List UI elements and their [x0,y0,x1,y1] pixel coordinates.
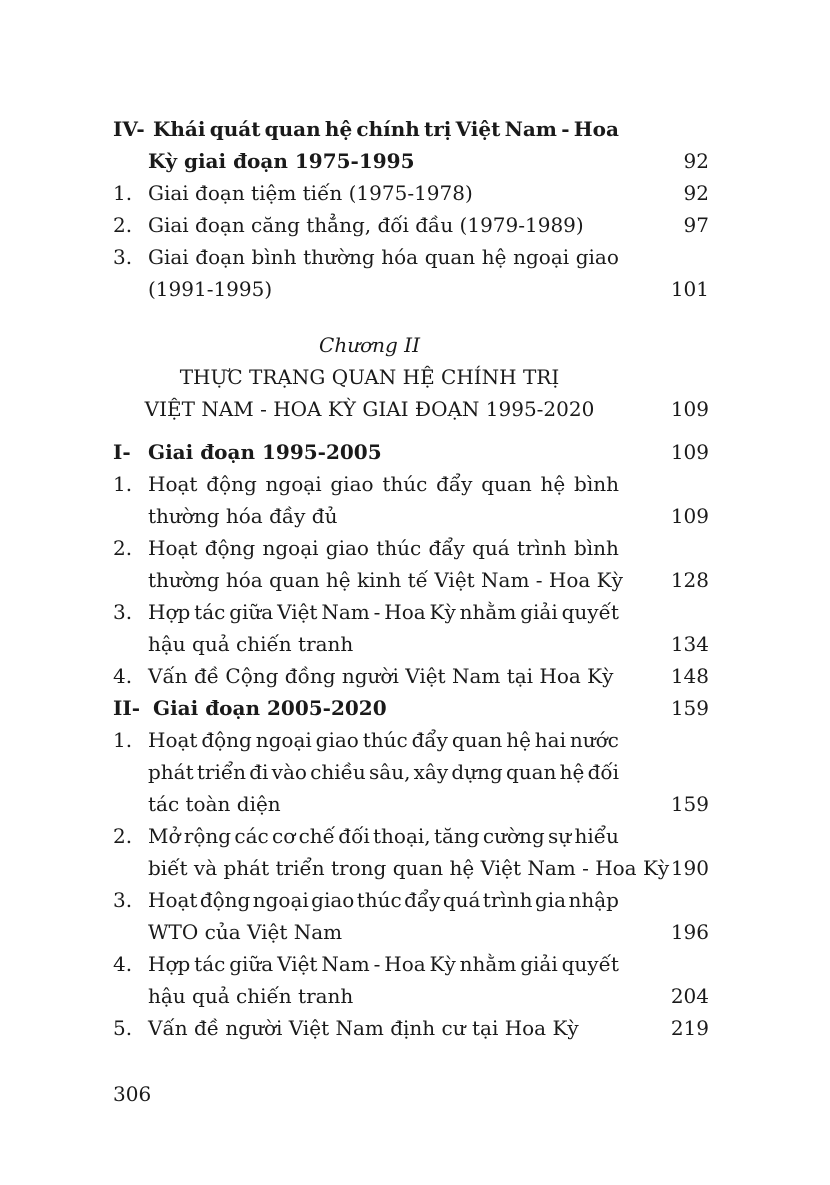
word: Hợp [148,952,191,976]
word: ngoại [262,536,319,560]
word: nước [569,728,619,752]
justified-text [148,532,619,564]
toc-entry-iv-3-line-1 [0,241,830,273]
word: đẩy [404,888,441,912]
word: đẩy [436,472,473,496]
word: nhằm [459,952,517,976]
toc-entry-i-3-line-2 [0,628,830,660]
word: quan [264,117,321,141]
toc-entry-i-4 [0,660,830,692]
word: - [373,952,381,976]
word: thúc [382,472,428,496]
word: Mở [148,824,181,848]
page-number: 190 [670,856,709,880]
word: động [201,728,252,752]
page-number: 134 [670,632,709,656]
toc-entry-i-2-line-2 [0,564,830,596]
word: Hoa [384,952,426,976]
chapter-title-line-1 [0,361,830,393]
entry-text: hậu quả chiến tranh [148,632,354,656]
word: hệ [559,760,585,784]
toc-section-ii [0,692,830,724]
entry-text: thường hóa quan hệ kinh tế Việt Nam - Hoa Kỳ [148,568,623,592]
word: Hoa [573,117,619,141]
entry-text: thường hóa đầy đủ [148,504,338,528]
word: động [204,536,256,560]
word: thúc [356,888,402,912]
page-number: 148 [670,664,709,688]
page-number: 159 [670,696,709,720]
item-marker: 2. [113,824,133,848]
entry-text: (1991-1995) [148,277,273,301]
item-marker: 5. [113,1016,133,1040]
word: hệ [481,245,507,269]
chapter-label [0,329,830,361]
page-number: 159 [670,792,709,816]
entry-text: Giai đoạn căng thẳng, đối đầu (1979-1989) [148,213,584,237]
word: Hoạt [148,536,198,560]
word: thúc [362,728,408,752]
word: giải [520,952,558,976]
page-number: 109 [670,504,709,528]
word: giữa [229,600,274,624]
word: - [561,117,570,141]
word: quá [472,536,510,560]
word: đi [249,760,269,784]
word: hóa [381,245,419,269]
word: quan [505,760,557,784]
justified-text [148,948,619,980]
toc-entry-ii-4-line-1 [0,948,830,980]
word: Hợp [148,600,191,624]
word: bình [574,472,619,496]
word: giao [575,245,619,269]
page-number: 128 [670,568,709,592]
word: quan [481,472,532,496]
word: thúc [376,536,422,560]
item-marker: 1. [113,181,133,205]
page-number: 92 [683,181,709,205]
word: giao [315,728,359,752]
word: ngoại [265,472,322,496]
word: cơ [272,824,296,848]
word: Việt [455,117,501,141]
word: giao [330,472,374,496]
chapter-title-text: VIỆT NAM - HOA KỲ GIAI ĐOẠN 1995-2020 [144,397,595,421]
toc-section-iv-line-2 [0,145,830,177]
word: Nam [321,600,370,624]
entry-text: tác toàn diện [148,792,281,816]
word: Kỳ [429,952,456,976]
word: thoại, [373,824,431,848]
page-number: 204 [670,984,709,1008]
word: ngoại [513,245,570,269]
word: hệ [324,117,353,141]
entry-text: Giai đoạn 2005-2020 [153,696,387,720]
toc-entry-i-2-line-1 [0,532,830,564]
word: Việt [277,952,318,976]
toc-entry-ii-4-line-2 [0,980,830,1012]
word: nhập [568,888,619,912]
entry-text: WTO của Việt Nam [148,920,343,944]
word: Giai [148,245,189,269]
word: phát [148,760,194,784]
item-marker: 4. [113,952,133,976]
toc-entry-ii-2-line-1 [0,820,830,852]
toc-entry-i-1-line-1 [0,468,830,500]
word: đoạn [195,245,245,269]
word: tăng [433,824,480,848]
page-number: 109 [670,397,709,421]
entry-text: Giai đoạn 1995-2005 [148,440,382,464]
word: Hoạt [148,728,198,752]
word: Nam [321,952,370,976]
word: bình [251,245,297,269]
word: giải [520,600,558,624]
section-marker: I- [113,440,131,464]
justified-text [148,241,619,273]
justified-text [153,113,619,145]
word: sự [548,824,572,848]
page-number: 97 [683,213,709,237]
chapter-label-text: Chương II [319,333,420,357]
word: hệ [540,472,566,496]
word: Khái [153,117,206,141]
toc-entry-ii-3-line-1 [0,884,830,916]
word: Kỳ [429,600,456,624]
item-marker: 2. [113,213,133,237]
item-marker: 3. [113,600,133,624]
word: động [199,888,251,912]
entry-text: biết và phát triển trong quan hệ Việt Nam - Hoa Kỳ [148,856,670,880]
word: động [206,472,257,496]
word: Hoạt [148,888,198,912]
item-marker: 3. [113,245,133,269]
word: chế [298,824,335,848]
section-marker: IV- [113,117,145,141]
page-number: 109 [670,440,709,464]
word: sâu, [369,760,411,784]
page-number: 92 [683,149,709,173]
word: hiểu [574,824,619,848]
word: quá [442,888,481,912]
word: dựng [451,760,503,784]
page-number: 101 [670,277,709,301]
word: Nam [504,117,557,141]
word: đối [338,824,370,848]
chapter-title-line-2 [0,393,830,425]
page-number: 219 [670,1016,709,1040]
word: quan [451,728,503,752]
toc-entry-ii-1-line-2 [0,756,830,788]
word: giao [325,536,369,560]
word: quyết [561,952,619,976]
toc-entry-ii-1-line-1 [0,724,830,756]
chapter-title-text: THỰC TRẠNG QUAN HỆ CHÍNH TRỊ [179,365,560,389]
justified-text [148,724,619,756]
toc-entry-ii-3-line-2 [0,916,830,948]
toc-entry-ii-2-line-2 [0,852,830,884]
word: tác [194,952,226,976]
word: tác [194,600,226,624]
justified-text [148,468,619,500]
toc-entry-iv-3-line-2 [0,273,830,305]
word: bình [573,536,619,560]
page-number: 196 [670,920,709,944]
word: Hoa [384,600,426,624]
word: trị [424,117,452,141]
word: triển [196,760,247,784]
word: giao [311,888,355,912]
word: rộng [183,824,232,848]
word: hệ [506,728,531,752]
word: đẩy [428,536,465,560]
item-marker: 3. [113,888,133,912]
item-marker: 1. [113,472,133,496]
toc-section-iv-line-1 [0,113,830,145]
toc-entry-i-1-line-2 [0,500,830,532]
item-marker: 2. [113,536,133,560]
word: quan [424,245,476,269]
justified-text [148,884,619,916]
word: đẩy [411,728,448,752]
item-marker: 4. [113,664,133,688]
toc-entry-ii-5 [0,1012,830,1044]
entry-text: Vấn đề Cộng đồng người Việt Nam tại Hoa Kỳ [148,664,614,688]
page-folio: 306 [113,1082,152,1106]
justified-text [148,756,619,788]
word: giữa [229,952,274,976]
word: hai [534,728,566,752]
word: ngoại [255,728,312,752]
word: vào [271,760,307,784]
word: ngoại [252,888,309,912]
entry-text: Vấn đề người Việt Nam định cư tại Hoa Kỳ [148,1016,579,1040]
word: xây [413,760,449,784]
toc-entry-ii-1-line-3 [0,788,830,820]
word: chiều [310,760,366,784]
toc-section-i [0,436,830,468]
word: thường [303,245,375,269]
justified-text [148,596,619,628]
toc-entry-iv-2 [0,209,830,241]
word: cường [482,824,545,848]
entry-text: Giai đoạn tiệm tiến (1975-1978) [148,181,473,205]
word: - [373,600,381,624]
toc-entry-iv-1 [0,177,830,209]
word: Việt [277,600,318,624]
toc-entry-i-3-line-1 [0,596,830,628]
word: đối [587,760,619,784]
justified-text [148,820,619,852]
entry-text: hậu quả chiến tranh [148,984,354,1008]
word: trình [516,536,567,560]
word: nhằm [459,600,517,624]
item-marker: 1. [113,728,133,752]
word: chính [356,117,420,141]
word: các [234,824,269,848]
word: quyết [561,600,619,624]
entry-text: Kỳ giai đoạn 1975-1995 [148,149,415,173]
word: quát [209,117,261,141]
word: Hoạt [148,472,198,496]
section-marker: II- [113,696,141,720]
word: gia [534,888,567,912]
word: trình [482,888,533,912]
